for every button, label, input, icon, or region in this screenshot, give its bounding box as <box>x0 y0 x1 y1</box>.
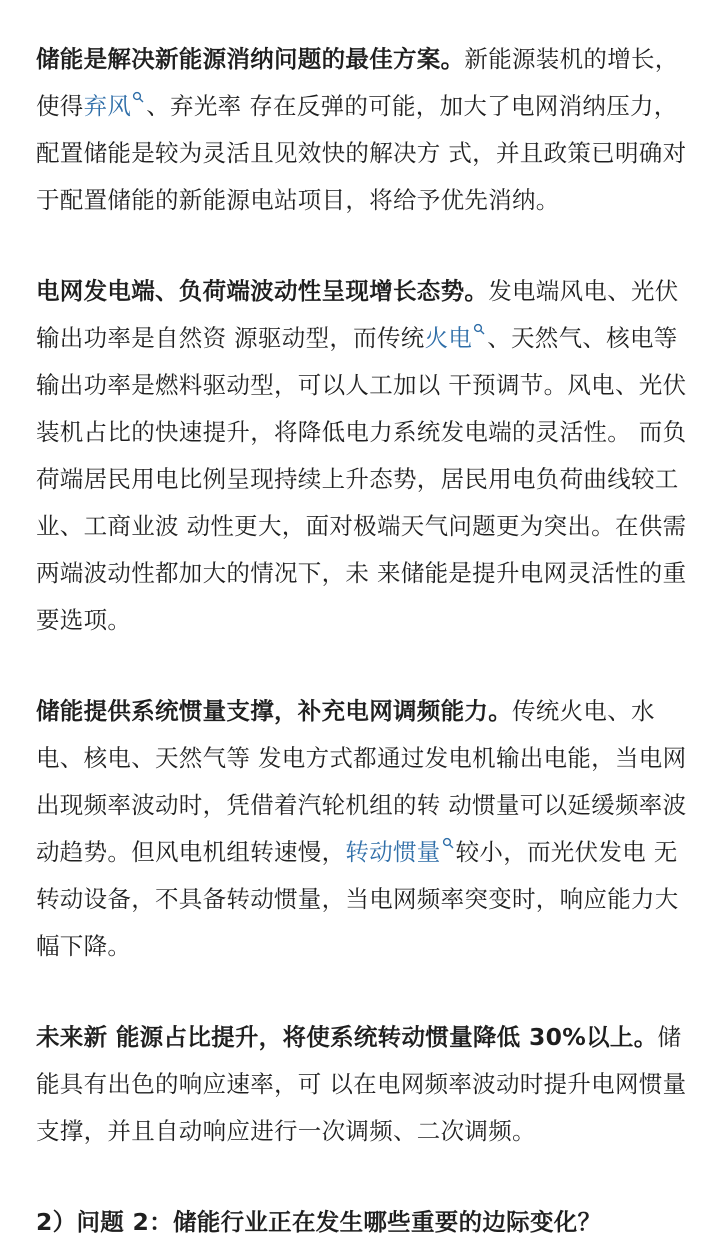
paragraph-lead: 储能提供系统惯量支撑，补充电网调频能力。 <box>36 697 512 725</box>
paragraph-text: 、弃光率 存在反弹的可能，加大了电网消纳压力，配置储能是较为灵活且见效快的解决方 式，并且政策已明确对于配置储能的新能源电站项目，将给予优先消纳。 <box>36 92 687 214</box>
search-icon[interactable] <box>473 323 485 335</box>
paragraph-2 <box>36 268 687 644</box>
paragraph-text: 储能具有出色的响应速率，可 以在电网频率波动时提升电网惯量支撑，并且自动响应进行一次调频、二次调频。 <box>36 1023 687 1145</box>
paragraph-lead: 储能是解决新能源消纳问题的最佳方案。 <box>36 45 465 73</box>
paragraph-text: 新能源装机的增长，使得 <box>36 45 679 120</box>
keyword-link-huodian[interactable]: 火电 <box>424 324 473 352</box>
paragraph-text: 发电端风电、光伏输出功率是自然资 源驱动型，而传统 <box>36 277 679 352</box>
paragraph-4 <box>36 1014 687 1155</box>
paragraph-lead: 电网发电端、负荷端波动性呈现增长态势。 <box>36 277 489 305</box>
paragraph-3 <box>36 688 687 970</box>
paragraph-text: 较小，而光伏发电 无转动设备，不具备转动惯量，当电网频率突变时，响应能力大幅下降。 <box>36 838 679 960</box>
search-icon[interactable] <box>132 91 144 103</box>
paragraph-1 <box>36 36 687 224</box>
paragraph-text: 传统火电、水电、核电、天然气等 发电方式都通过发电机输出电能，当电网出现频率波动时，凭借着汽轮机组的转 动惯量可以延缓频率波动趋势。但风电机组转速慢， <box>36 697 687 866</box>
paragraph-text: 、天然气、核电等输出功率是燃料驱动型，可以人工加以 干预调节。风电、光伏装机占比的快速提升，将降低电力系统发电端的灵活性。 而负荷端居民用电比例呈现持续上升态势，居民用电负荷曲线较工业、工商业波 动性更大，面对极端天气问题更为突出。在供需两端波动性都加大的情况下，未 来储能是提升电网灵活性的重要选项。 <box>36 324 687 634</box>
keyword-link-qifeng[interactable]: 弃风 <box>83 92 132 120</box>
keyword-link-zhuandong-guanliang[interactable]: 转动惯量 <box>345 838 441 866</box>
search-icon[interactable] <box>442 837 454 849</box>
section-heading: 2）问题 2：储能行业正在发生哪些重要的边际变化？ <box>36 1208 602 1236</box>
paragraph-lead: 未来新 能源占比提升，将使系统转动惯量降低 30%以上。 <box>36 1023 658 1051</box>
